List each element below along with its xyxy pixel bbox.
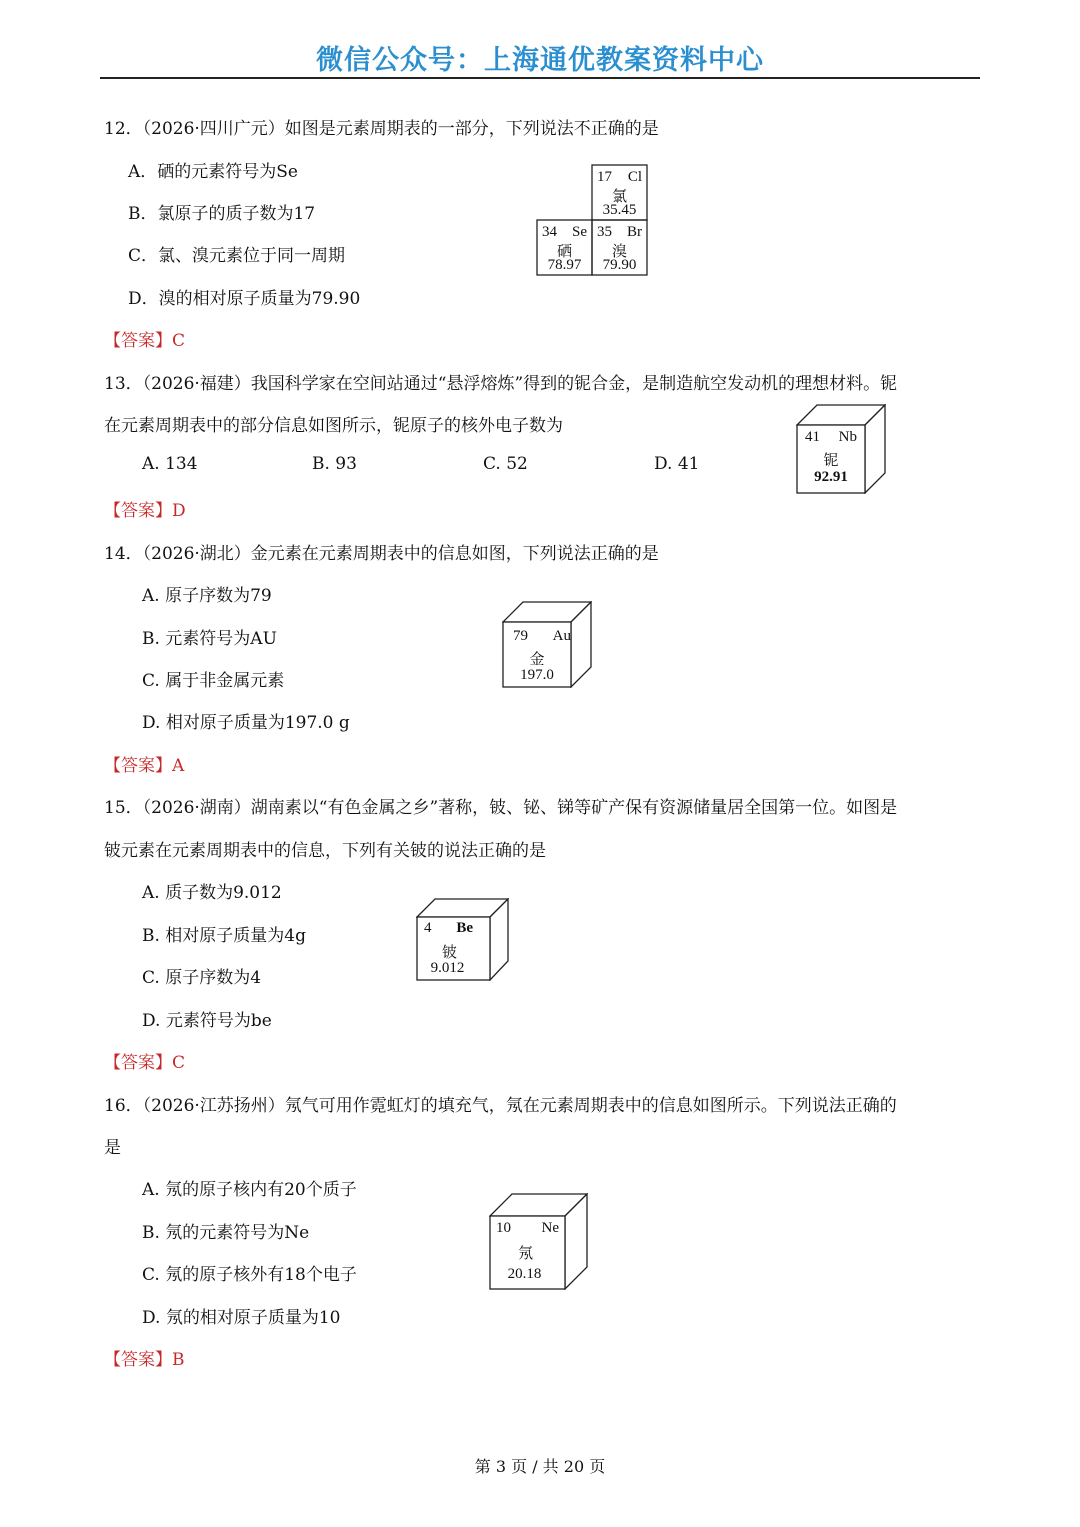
element-name: 硒 — [556, 244, 572, 260]
element-tile-au — [503, 622, 571, 687]
element-symbol: Cl — [627, 169, 642, 185]
periodic-table-fragment — [536, 164, 648, 276]
atomic-number: 34 — [542, 224, 557, 240]
question-13-stem-line-1: 13．（2026·福建）我国科学家在空间站通过“悬浮熔炼”得到的铌合金，是制造航空发动机的理想材料。铌 — [104, 374, 898, 394]
atomic-number: 35 — [597, 224, 612, 240]
question-13-option-d: D. 41 — [654, 454, 700, 474]
question-14-option-d: D. 相对原子质量为197.0 g — [142, 713, 350, 733]
element-name: 金 — [529, 652, 545, 668]
question-16-answer: 【答案】B — [104, 1350, 185, 1370]
question-15-option-a: A. 质子数为9.012 — [142, 883, 282, 903]
atomic-mass: 197.0 — [520, 667, 554, 683]
question-14-stem: 14．（2026·湖北）金元素在元素周期表中的信息如图，下列说法正确的是 — [104, 544, 659, 564]
question-12-option-d: D．溴的相对原子质量为79.90 — [128, 289, 361, 309]
question-14-option-c: C. 属于非金属元素 — [142, 671, 285, 691]
question-14-answer: 【答案】A — [104, 756, 185, 776]
question-16-option-b: B. 氖的元素符号为Ne — [142, 1223, 310, 1243]
question-14-option-a: A. 原子序数为79 — [142, 586, 272, 606]
question-16-option-a: A. 氖的原子核内有20个质子 — [142, 1180, 357, 1200]
question-13-stem-line-2: 在元素周期表中的部分信息如图所示，铌原子的核外电子数为 — [104, 416, 563, 436]
element-tile-be — [417, 917, 490, 980]
question-12-option-a: A．硒的元素符号为Se — [128, 162, 298, 182]
question-14-option-b: B. 元素符号为AU — [142, 629, 277, 649]
question-15-option-b: B. 相对原子质量为4g — [142, 926, 306, 946]
atomic-number: 17 — [597, 169, 612, 185]
element-tile-cl — [592, 165, 647, 220]
page-number: 第 3 页 / 共 20 页 — [474, 1457, 606, 1476]
atomic-mass: 78.97 — [547, 257, 582, 273]
element-cube-ne — [489, 1193, 588, 1290]
element-cube-be — [416, 898, 509, 981]
atomic-number: 10 — [496, 1220, 511, 1236]
element-tile-ne — [490, 1216, 565, 1289]
question-16-option-d: D. 氖的相对原子质量为10 — [142, 1308, 341, 1328]
element-cube-au — [502, 601, 592, 688]
element-tile-br — [592, 220, 647, 275]
question-12-answer: 【答案】C — [104, 331, 186, 351]
question-12-option-b: B．氯原子的质子数为17 — [128, 204, 316, 224]
element-symbol: Nb — [838, 429, 857, 445]
element-tile-se — [537, 220, 592, 275]
atomic-mass: 79.90 — [602, 257, 637, 273]
page-header-title: 微信公众号：上海通优教案资料中心 — [316, 45, 764, 76]
question-16-stem-line-1: 16．（2026·江苏扬州）氖气可用作霓虹灯的填充气，氖在元素周期表中的信息如图所示。下列说法正确的 — [104, 1096, 897, 1116]
header-divider — [100, 77, 980, 79]
question-12-stem: 12．（2026·四川广元）如图是元素周期表的一部分，下列说法不正确的是 — [104, 119, 659, 139]
element-symbol: Br — [627, 224, 642, 240]
question-15-stem-line-2: 铍元素在元素周期表中的信息，下列有关铍的说法正确的是 — [104, 841, 546, 861]
element-symbol: Au — [552, 628, 571, 644]
element-name: 铌 — [823, 453, 839, 469]
question-13-answer: 【答案】D — [104, 501, 186, 521]
question-15-option-d: D. 元素符号为be — [142, 1011, 272, 1031]
element-symbol: Ne — [541, 1220, 559, 1236]
element-name: 氖 — [517, 1246, 533, 1262]
question-15-answer: 【答案】C — [104, 1053, 186, 1073]
question-16-stem-line-2: 是 — [104, 1138, 121, 1158]
element-name: 铍 — [441, 945, 457, 961]
atomic-mass: 20.18 — [507, 1266, 542, 1282]
atomic-number: 41 — [805, 429, 820, 445]
atomic-number: 79 — [513, 628, 528, 644]
element-symbol: Se — [572, 224, 587, 240]
question-15-option-c: C. 原子序数为4 — [142, 968, 262, 988]
atomic-mass: 92.91 — [814, 469, 848, 485]
question-13-option-c: C. 52 — [483, 454, 528, 474]
question-12-option-c: C．氯、溴元素位于同一周期 — [128, 246, 346, 266]
element-cube-nb — [796, 404, 886, 494]
question-15-stem-line-1: 15．（2026·湖南）湖南素以“有色金属之乡”著称，铍、铋、锑等矿产保有资源储量居全国第一位。如图是 — [104, 798, 898, 818]
question-13-option-b: B. 93 — [312, 454, 357, 474]
atomic-mass: 9.012 — [430, 960, 465, 976]
element-tile-nb — [797, 425, 865, 493]
element-name: 氯 — [611, 189, 627, 205]
element-symbol: Be — [456, 920, 473, 936]
question-16-option-c: C. 氖的原子核外有18个电子 — [142, 1265, 357, 1285]
atomic-mass: 35.45 — [602, 202, 637, 218]
element-name: 溴 — [611, 244, 627, 260]
atomic-number: 4 — [424, 920, 432, 936]
question-13-option-a: A. 134 — [142, 454, 198, 474]
